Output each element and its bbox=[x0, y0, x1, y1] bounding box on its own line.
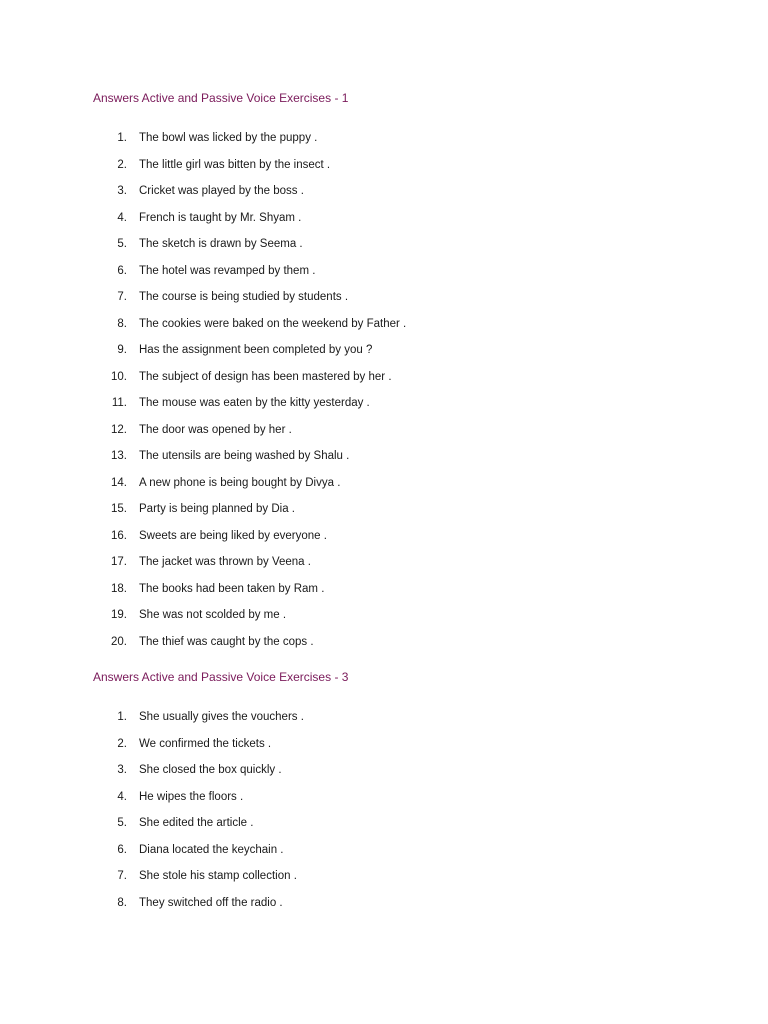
list-item bbox=[0, 813, 768, 840]
list-item bbox=[0, 340, 768, 367]
item-text: They switched off the radio . bbox=[139, 896, 283, 909]
list-item bbox=[0, 499, 768, 526]
list-item bbox=[0, 446, 768, 473]
list-item bbox=[0, 473, 768, 500]
item-number: 2. bbox=[117, 158, 127, 171]
item-text: She edited the article . bbox=[139, 817, 254, 829]
list-item bbox=[0, 287, 768, 314]
item-text: The utensils are being washed by Shalu . bbox=[139, 450, 350, 462]
item-text: The course is being studied by students . bbox=[139, 291, 349, 303]
item-number: 4. bbox=[117, 790, 127, 803]
list-item bbox=[0, 393, 768, 420]
list-item bbox=[0, 181, 768, 208]
item-number: 14. bbox=[111, 476, 127, 489]
item-number: 4. bbox=[117, 211, 127, 224]
list-item bbox=[0, 893, 768, 920]
item-number: 11. bbox=[111, 397, 127, 409]
item-number: 10. bbox=[111, 370, 127, 383]
item-text: Party is being planned by Dia . bbox=[139, 503, 295, 515]
item-text: A new phone is being bought by Divya . bbox=[139, 476, 341, 489]
section-heading: Answers Active and Passive Voice Exercises - 1 bbox=[93, 91, 349, 105]
item-text: The sketch is drawn by Seema . bbox=[139, 238, 303, 250]
item-number: 9. bbox=[117, 344, 127, 356]
list-item bbox=[0, 155, 768, 182]
item-text: She closed the box quickly . bbox=[139, 764, 282, 776]
item-number: 6. bbox=[117, 843, 127, 856]
item-text: The little girl was bitten by the insect . bbox=[139, 158, 331, 171]
item-text: The subject of design has been mastered by her . bbox=[139, 370, 392, 383]
list-item bbox=[0, 840, 768, 867]
item-number: 5. bbox=[117, 238, 127, 250]
list-item bbox=[0, 632, 768, 659]
item-number: 17. bbox=[111, 556, 127, 568]
item-text: The books had been taken by Ram . bbox=[139, 582, 325, 595]
answer-list bbox=[0, 707, 768, 919]
item-text: Diana located the keychain . bbox=[139, 843, 284, 856]
list-item bbox=[0, 526, 768, 553]
item-text: The hotel was revamped by them . bbox=[139, 264, 316, 277]
answer-list bbox=[0, 128, 768, 658]
list-item bbox=[0, 314, 768, 341]
item-text: We confirmed the tickets . bbox=[139, 737, 272, 750]
item-number: 20. bbox=[111, 635, 127, 648]
item-number: 7. bbox=[117, 291, 127, 303]
item-text: Has the assignment been completed by you ? bbox=[139, 344, 373, 356]
item-number: 16. bbox=[111, 529, 127, 542]
item-text: The door was opened by her . bbox=[139, 423, 292, 436]
list-item bbox=[0, 734, 768, 761]
item-text: Sweets are being liked by everyone . bbox=[139, 529, 327, 542]
list-item bbox=[0, 760, 768, 787]
item-text: Cricket was played by the boss . bbox=[139, 185, 304, 197]
item-text: The thief was caught by the cops . bbox=[139, 635, 314, 648]
item-text: She was not scolded by me . bbox=[139, 609, 287, 621]
section-heading: Answers Active and Passive Voice Exercises - 3 bbox=[93, 670, 349, 684]
item-text: He wipes the floors . bbox=[139, 790, 244, 803]
list-item bbox=[0, 367, 768, 394]
list-item bbox=[0, 707, 768, 734]
item-text: She stole his stamp collection . bbox=[139, 870, 297, 882]
item-number: 6. bbox=[117, 264, 127, 277]
item-number: 15. bbox=[111, 503, 127, 515]
list-item bbox=[0, 787, 768, 814]
item-number: 7. bbox=[117, 870, 127, 882]
item-number: 12. bbox=[111, 423, 127, 436]
list-item bbox=[0, 208, 768, 235]
list-item bbox=[0, 261, 768, 288]
item-number: 18. bbox=[111, 582, 127, 595]
list-item bbox=[0, 420, 768, 447]
list-item bbox=[0, 866, 768, 893]
item-number: 5. bbox=[117, 817, 127, 829]
list-item bbox=[0, 234, 768, 261]
list-item bbox=[0, 605, 768, 632]
item-number: 2. bbox=[117, 737, 127, 750]
item-text: The bowl was licked by the puppy . bbox=[139, 132, 318, 144]
item-number: 8. bbox=[117, 896, 127, 909]
item-number: 1. bbox=[117, 132, 127, 144]
item-number: 1. bbox=[117, 711, 127, 723]
item-text: The jacket was thrown by Veena . bbox=[139, 556, 311, 568]
item-number: 3. bbox=[117, 185, 127, 197]
item-text: The mouse was eaten by the kitty yesterday . bbox=[139, 397, 370, 409]
list-item bbox=[0, 552, 768, 579]
item-number: 8. bbox=[117, 317, 127, 330]
item-number: 19. bbox=[111, 609, 127, 621]
item-text: French is taught by Mr. Shyam . bbox=[139, 211, 302, 224]
list-item bbox=[0, 579, 768, 606]
item-number: 3. bbox=[117, 764, 127, 776]
item-text: The cookies were baked on the weekend by Father . bbox=[139, 317, 407, 330]
list-item bbox=[0, 128, 768, 155]
item-number: 13. bbox=[111, 450, 127, 462]
item-text: She usually gives the vouchers . bbox=[139, 711, 304, 723]
